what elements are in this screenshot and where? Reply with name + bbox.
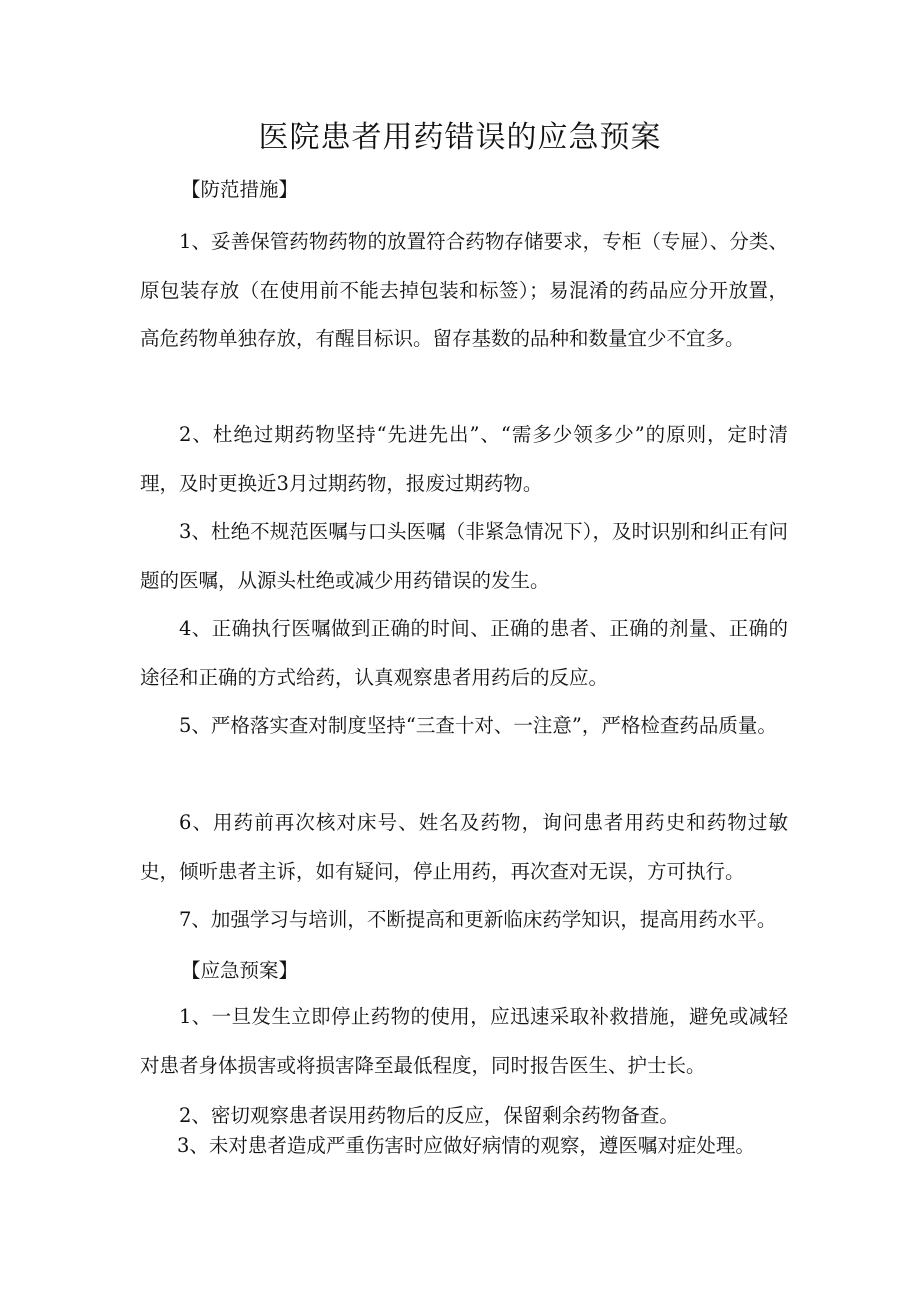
section-heading-prevention: 【防范措施】 — [181, 178, 299, 201]
prevention-item-3: 3、杜绝不规范医嘱与口头医嘱（非紧急情况下），及时识别和纠正有问题的医嘱，从源头杜绝或减少用药错误的发生。 — [140, 520, 788, 592]
document-title: 医院患者用药错误的应急预案 — [258, 120, 662, 155]
emergency-item-3: 3、未对患者造成严重伤害时应做好病情的观察，遵医嘱对症处理。 — [177, 1134, 755, 1157]
section-heading-emergency: 【应急预案】 — [181, 959, 299, 982]
prevention-item-4: 4、正确执行医嘱做到正确的时间、正确的患者、正确的剂量、正确的途径和正确的方式给药，认真观察患者用药后的反应。 — [140, 617, 788, 689]
prevention-item-5: 5、严格落实查对制度坚持“三查十对、一注意”，严格检查药品质量。 — [179, 714, 777, 737]
prevention-item-7: 7、加强学习与培训，不断提高和更新临床药学知识，提高用药水平。 — [179, 908, 777, 931]
prevention-item-1: 1、妥善保管药物药物的放置符合药物存储要求，专柜（专屉）、分类、原包装存放（在使用前不能去掉包装和标签）；易混淆的药品应分开放置，高危药物单独存放，有醒目标识。留存基数的品种和数量宜少不宜多。 — [140, 230, 788, 350]
prevention-item-6: 6、用药前再次核对床号、姓名及药物，询问患者用药史和药物过敏史，倾听患者主诉，如有疑问，停止用药，再次查对无误，方可执行。 — [140, 811, 788, 883]
emergency-item-2: 2、密切观察患者误用药物后的反应，保留剩余药物备查。 — [179, 1104, 679, 1127]
emergency-item-1: 1、一旦发生立即停止药物的使用，应迅速采取补救措施，避免或减轻对患者身体损害或将损害降至最低程度，同时报告医生、护士长。 — [140, 1005, 788, 1077]
prevention-item-2: 2、杜绝过期药物坚持“先进先出”、“需多少领多少”的原则，定时清理，及时更换近3月过期药物，报废过期药物。 — [140, 423, 788, 495]
